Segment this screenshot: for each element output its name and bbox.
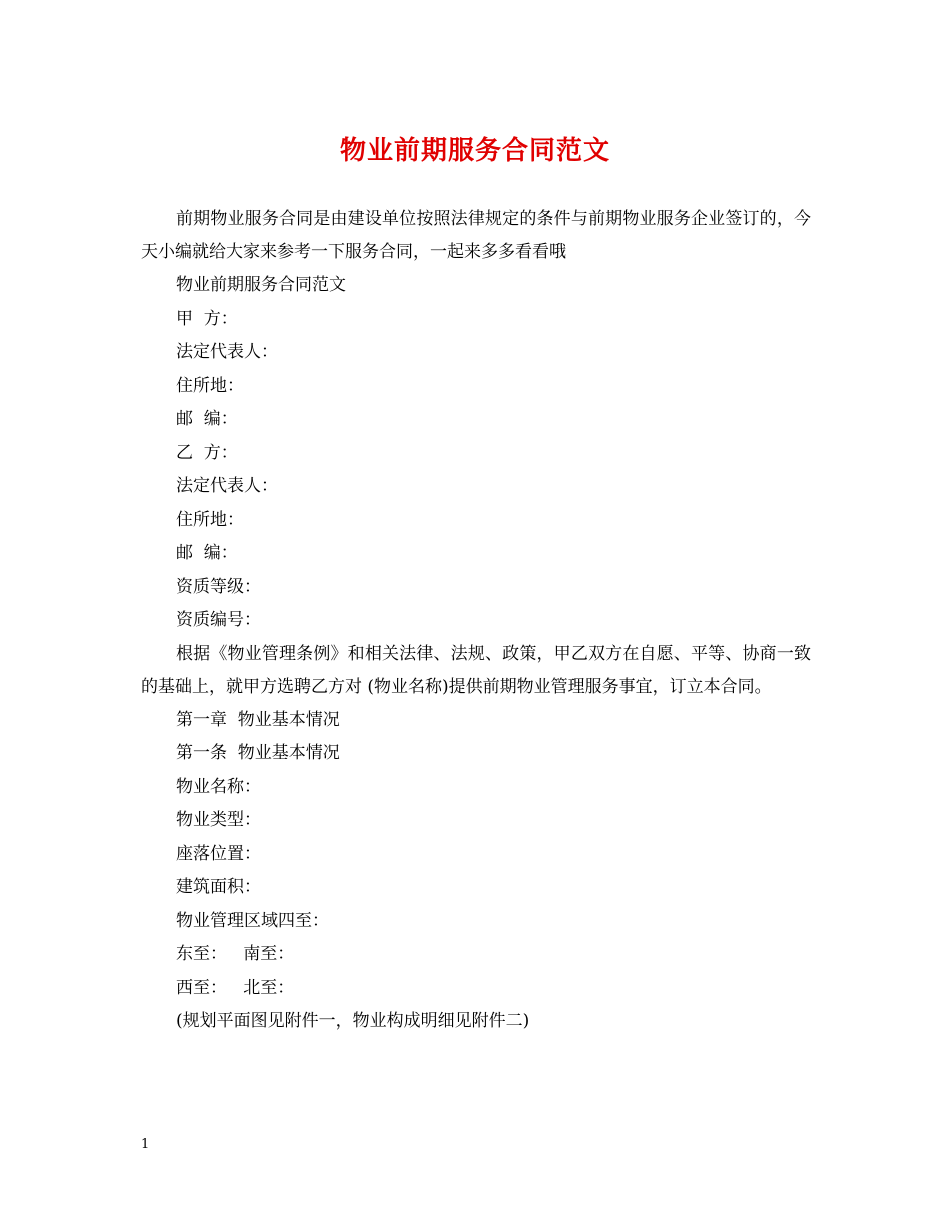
party-b-address-field: 住所地：: [176, 509, 244, 530]
property-location-field: 座落位置：: [176, 843, 261, 864]
property-type-field: 物业类型：: [176, 810, 261, 830]
property-name-field: 物业名称：: [176, 776, 261, 797]
intro-paragraph: 前期物业服务合同是由建设单位按照法律规定的条件与前期物业服务企业签订的，今天小编就给大家来参考一下服务合同，一起来多多看看哦: [141, 209, 811, 262]
basis-paragraph: 根据《物业管理条例》和相关法律、法规、政策，甲乙双方在自愿、平等、协商一致的基础上，就甲方选聘乙方对 (物业名称)提供前期物业管理服务事宜，订立本合同。: [141, 643, 811, 697]
page-number: 1: [141, 1137, 150, 1152]
party-a-representative-field: 法定代表人：: [176, 342, 278, 362]
west-north-boundaries: 西至： 北至：: [176, 977, 295, 998]
document-body: [141, 203, 811, 1039]
party-a-address-field: 住所地：: [176, 375, 244, 396]
contract-header-fields: [141, 269, 811, 638]
party-a-field: 甲 方：: [176, 308, 238, 329]
qualification-level-field: 资质等级：: [176, 576, 261, 597]
party-b-postcode-field: 邮 编：: [176, 543, 238, 563]
party-b-representative-field: 法定代表人：: [176, 476, 278, 496]
area-boundaries-field: 物业管理区域四至：: [176, 910, 329, 931]
article-heading: 第一条 物业基本情况: [176, 743, 340, 763]
chapter-one-section: [141, 704, 811, 1039]
party-b-field: 乙 方：: [176, 442, 238, 463]
text-line: 物业前期服务合同范文: [176, 275, 346, 295]
document-title: 物业前期服务合同范文: [339, 136, 610, 166]
chapter-heading: 第一章 物业基本情况: [176, 709, 340, 730]
attachment-note: (规划平面图见附件一，物业构成明细见附件二): [176, 1011, 530, 1031]
qualification-number-field: 资质编号：: [176, 610, 261, 630]
party-a-postcode-field: 邮 编：: [176, 409, 238, 429]
east-south-boundaries: 东至： 南至：: [176, 944, 295, 964]
building-area-field: 建筑面积：: [176, 877, 261, 897]
